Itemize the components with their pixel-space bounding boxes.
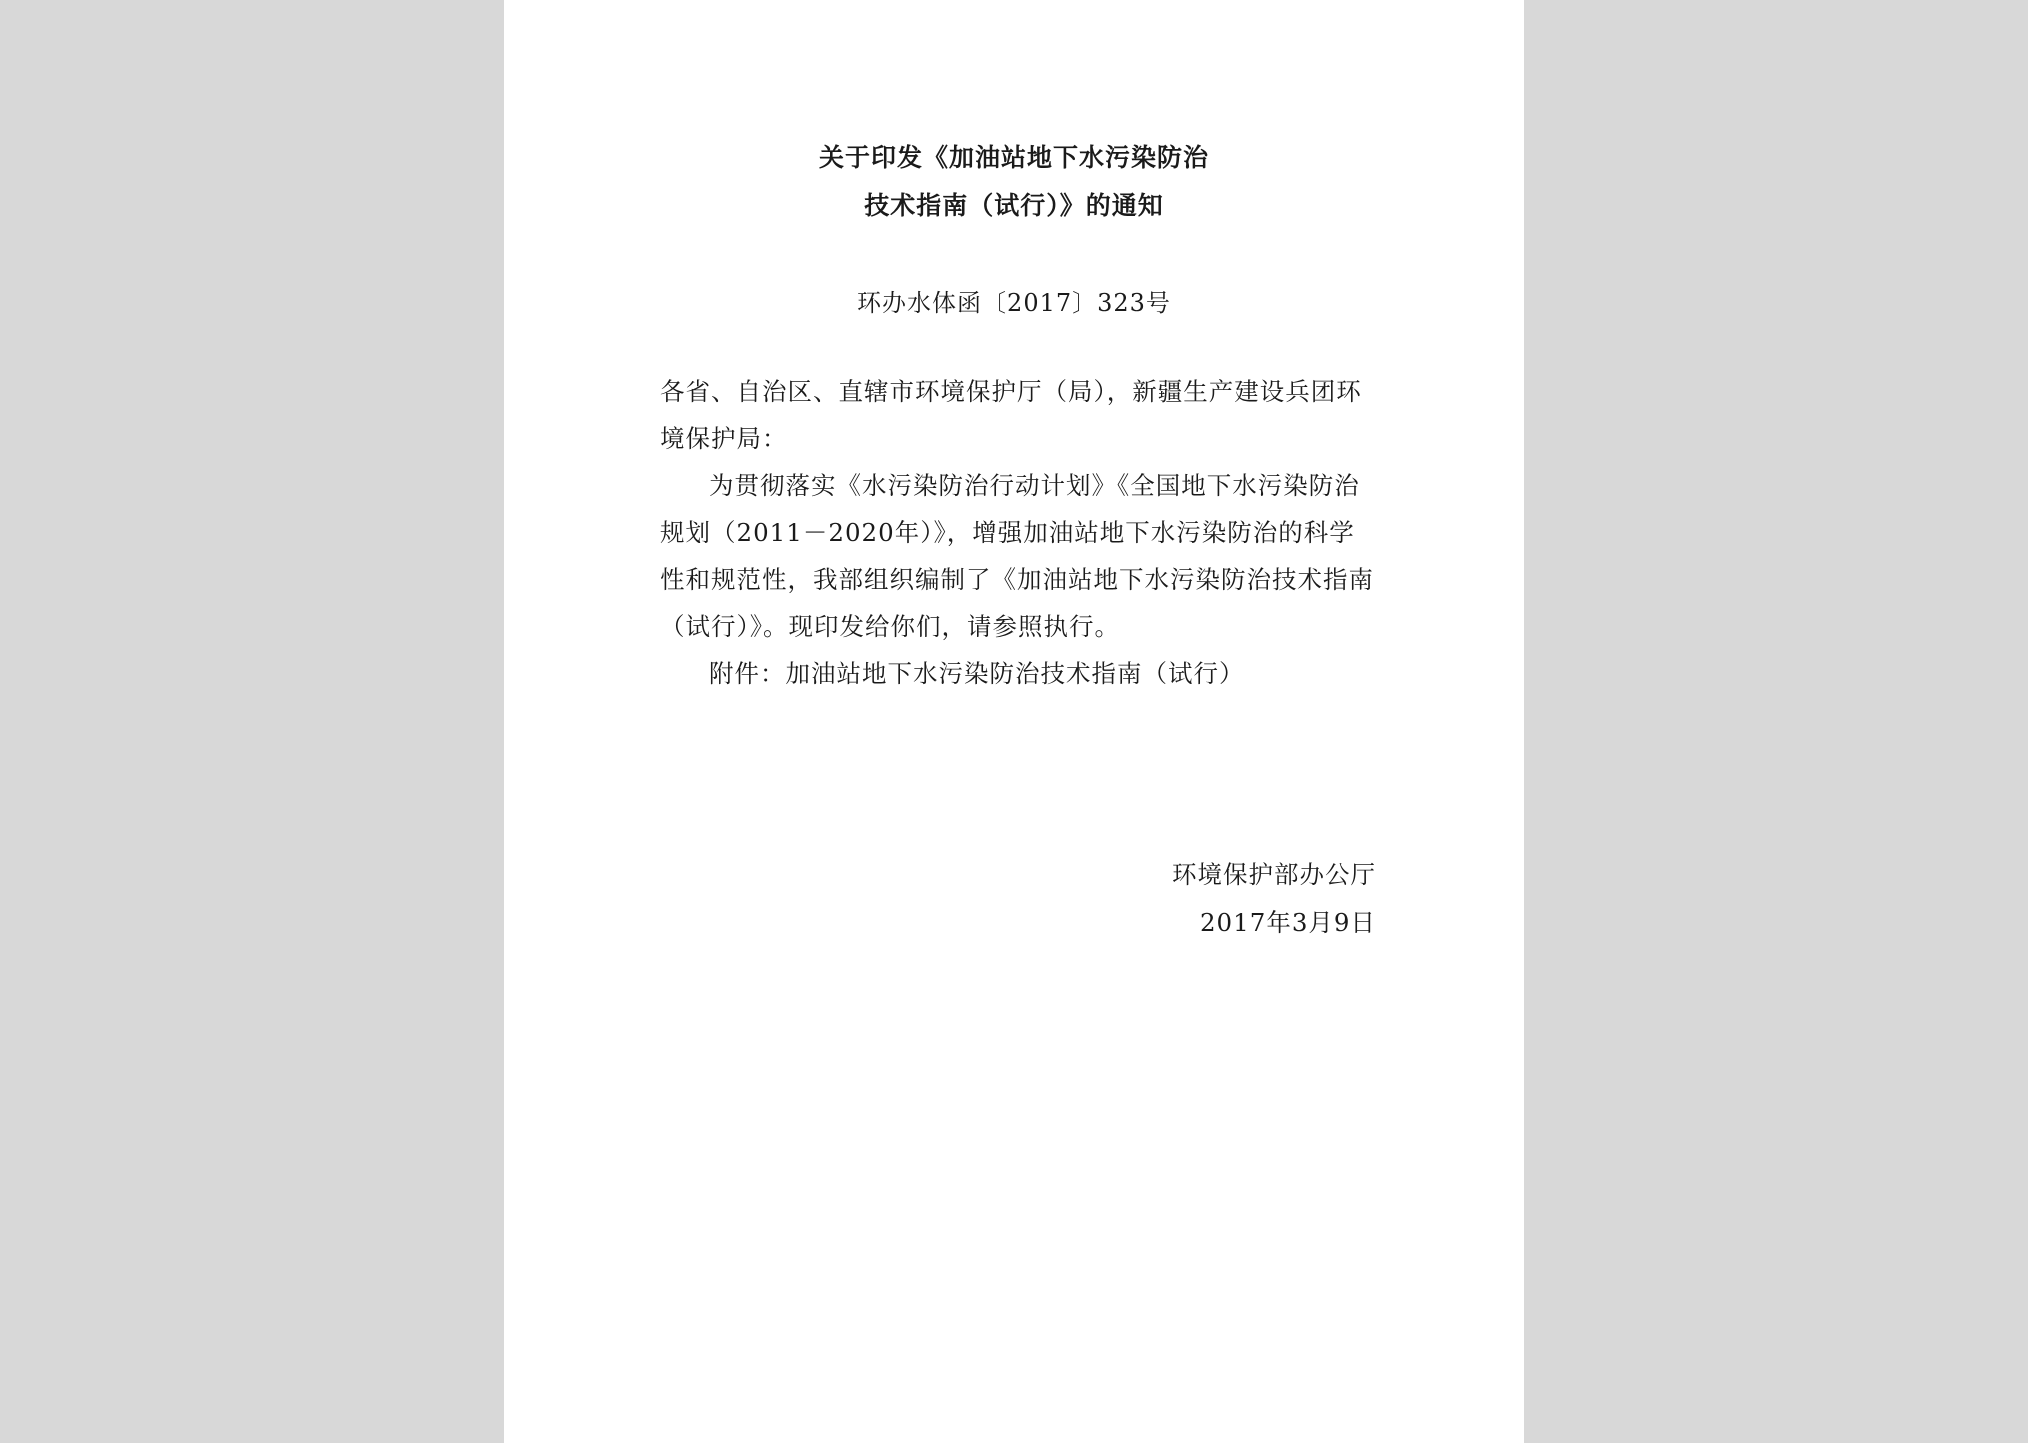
- document-title-line-1: 关于印发《加油站地下水污染防治: [818, 143, 1209, 172]
- signature-organization: 环境保护部办公厅: [1172, 860, 1376, 889]
- document-body: [660, 368, 1376, 697]
- addressee: 各省、自治区、直辖市环境保护厅（局），新疆生产建设兵团环境保护局：: [660, 377, 1362, 453]
- attachment-note: 附件：加油站地下水污染防治技术指南（试行）: [709, 659, 1245, 688]
- document-number: 环办水体函〔2017〕323号: [857, 289, 1171, 317]
- signature-date: 2017年3月9日: [1199, 908, 1376, 937]
- paragraph: 为贯彻落实《水污染防治行动计划》《全国地下水污染防治规划（2011－2020年）》，增强加油站地下水污染防治的科学性和规范性，我部组织编制了《加油站地下水污染防治技术指南（试行）》。现印发给你们，请参照执行。: [660, 471, 1374, 641]
- document-title-line-2: 技术指南（试行）》的通知: [864, 191, 1164, 220]
- document-page: [504, 0, 1524, 1443]
